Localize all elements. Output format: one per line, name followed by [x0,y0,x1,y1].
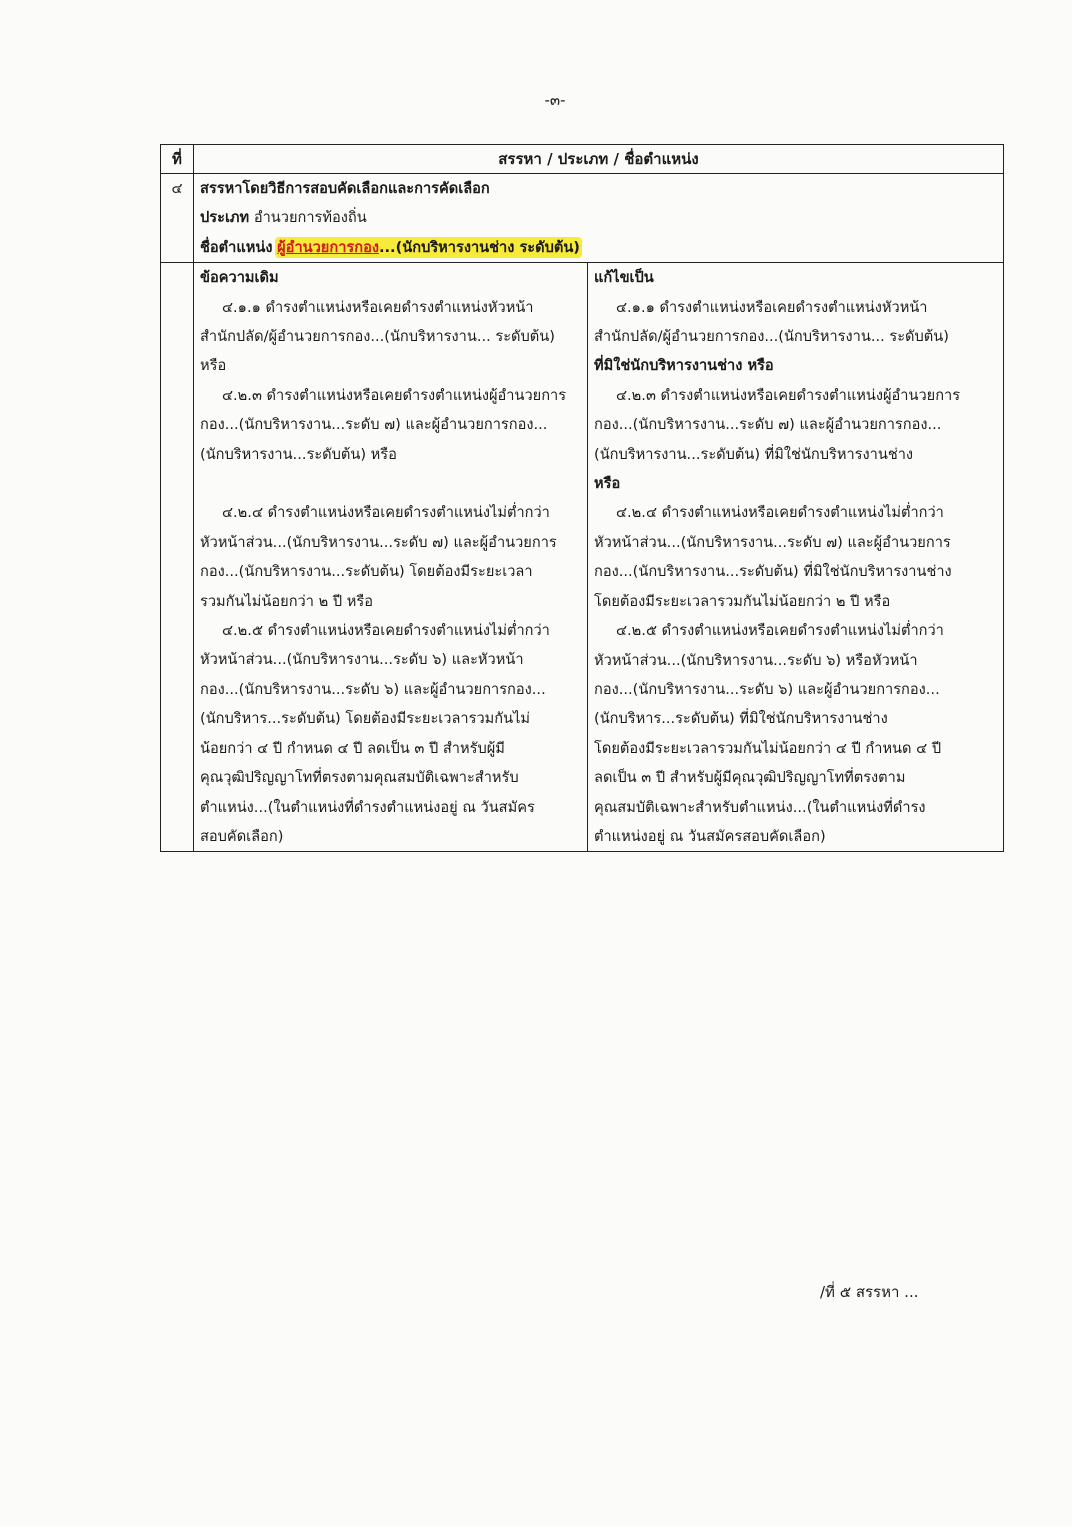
old-line: (นักบริหาร...ระดับต้น) โดยต้องมีระยะเวลารวมกันไม่ [200,710,531,728]
new-text-cell [588,263,1004,852]
old-line: รวมกันไม่น้อยกว่า ๒ ปี หรือ [200,592,373,610]
empty-no-cell [161,263,194,852]
old-line: สำนักปลัด/ผู้อำนวยการกอง...(นักบริหารงาน... ระดับต้น) [200,328,555,346]
page-number: -๓- [544,91,566,109]
position-info [194,174,1004,263]
new-line: กอง...(นักบริหารงาน...ระดับ ๗) และผู้อำนวยการกอง... [594,416,942,434]
row-number: ๔ [161,174,194,263]
footer-continuation: /ที่ ๕ สรรหา ... [820,1283,919,1301]
new-line: ๔.๒.๕ ดำรงตำแหน่งหรือเคยดำรงตำแหน่งไม่ต่ำกว่า [616,622,944,640]
new-line: สำนักปลัด/ผู้อำนวยการกอง...(นักบริหารงาน... ระดับต้น) [594,328,949,346]
old-line: น้อยกว่า ๔ ปี กำหนด ๔ ปี ลดเป็น ๓ ปี สำหรับผู้มี [200,739,505,757]
new-line: หรือ [594,475,621,493]
position-type [200,203,997,232]
new-line: ๔.๒.๓ ดำรงตำแหน่งหรือเคยดำรงตำแหน่งผู้อำนวยการ [616,386,961,404]
old-header: ข้อความเดิม [200,269,279,287]
new-line: ตำแหน่งอยู่ ณ วันสมัครสอบคัดเลือก) [594,827,826,845]
new-line: โดยต้องมีระยะเวลารวมกันไม่น้อยกว่า ๒ ปี หรือ [594,592,891,610]
type-label: ประเภท [200,209,250,227]
old-line: หัวหน้าส่วน...(นักบริหารงาน...ระดับ ๖) และหัวหน้า [200,651,524,669]
new-line: (นักบริหาร...ระดับต้น) ที่มิใช่นักบริหารงานช่าง [594,710,888,728]
old-line: ๔.๒.๔ ดำรงตำแหน่งหรือเคยดำรงตำแหน่งไม่ต่ำกว่า [222,504,550,522]
position-row [161,174,1004,263]
old-line: หัวหน้าส่วน...(นักบริหารงาน...ระดับ ๗) และผู้อำนวยการ [200,533,557,551]
old-line: หรือ [200,357,227,375]
new-line: ๔.๑.๑ ดำรงตำแหน่งหรือเคยดำรงตำแหน่งหัวหน้า [616,298,928,316]
old-line [200,469,581,498]
type-value: อำนวยการท้องถิ่น [253,209,367,227]
old-text-cell [194,263,588,852]
new-header: แก้ไขเป็น [594,269,654,287]
new-line: หัวหน้าส่วน...(นักบริหารงาน...ระดับ ๖) หรือหัวหน้า [594,651,918,669]
table-header-row [161,145,1004,174]
new-line: กอง...(นักบริหารงาน...ระดับ ๖) และผู้อำนวยการกอง... [594,680,940,698]
new-line: (นักบริหารงาน...ระดับต้น) ที่มิใช่นักบริหารงานช่าง [594,445,914,463]
new-line: ลดเป็น ๓ ปี สำหรับผู้มีคุณวุฒิปริญญาโทที่ตรงตาม [594,769,906,787]
header-no: ที่ [161,145,194,174]
position-name [200,233,997,262]
position-highlight [277,239,580,256]
old-line: (นักบริหารงาน...ระดับต้น) หรือ [200,445,397,463]
position-value-a: ผู้อำนวยการกอง [277,238,379,256]
new-line: ๔.๒.๔ ดำรงตำแหน่งหรือเคยดำรงตำแหน่งไม่ต่ำกว่า [616,504,944,522]
amendment-table [160,144,1004,852]
old-line: คุณวุฒิปริญญาโทที่ตรงตามคุณสมบัติเฉพาะสำหรับ [200,769,519,787]
old-line: กอง...(นักบริหารงาน...ระดับ ๗) และผู้อำนวยการกอง... [200,416,548,434]
new-line: ที่มิใช่นักบริหารงานช่าง หรือ [594,357,774,375]
new-line: กอง...(นักบริหารงาน...ระดับต้น) ที่มิใช่นักบริหารงานช่าง [594,563,952,581]
old-line: กอง...(นักบริหารงาน...ระดับ ๖) และผู้อำนวยการกอง... [200,680,546,698]
old-line: ตำแหน่ง...(ในตำแหน่งที่ดำรงตำแหน่งอยู่ ณ วันสมัคร [200,798,535,816]
position-label: ชื่อตำแหน่ง [200,238,273,256]
old-line: ๔.๒.๕ ดำรงตำแหน่งหรือเคยดำรงตำแหน่งไม่ต่ำกว่า [222,622,550,640]
old-line: สอบคัดเลือก) [200,827,284,845]
header-title: สรรหา / ประเภท / ชื่อตำแหน่ง [194,145,1004,174]
old-line: ๔.๑.๑ ดำรงตำแหน่งหรือเคยดำรงตำแหน่งหัวหน้า [222,298,534,316]
recruit-method: สรรหาโดยวิธีการสอบคัดเลือกและการคัดเลือก [200,180,490,197]
comparison-row [161,263,1004,852]
old-line: กอง...(นักบริหารงาน...ระดับต้น) โดยต้องมีระยะเวลา [200,563,533,581]
old-line: ๔.๒.๓ ดำรงตำแหน่งหรือเคยดำรงตำแหน่งผู้อำนวยการ [222,386,567,404]
position-value-b: ...(นักบริหารงานช่าง ระดับต้น) [378,238,580,256]
new-line: โดยต้องมีระยะเวลารวมกันไม่น้อยกว่า ๔ ปี กำหนด ๔ ปี [594,739,942,757]
new-line: คุณสมบัติเฉพาะสำหรับตำแหน่ง...(ในตำแหน่งที่ดำรง [594,798,926,816]
new-line: หัวหน้าส่วน...(นักบริหารงาน...ระดับ ๗) และผู้อำนวยการ [594,533,951,551]
